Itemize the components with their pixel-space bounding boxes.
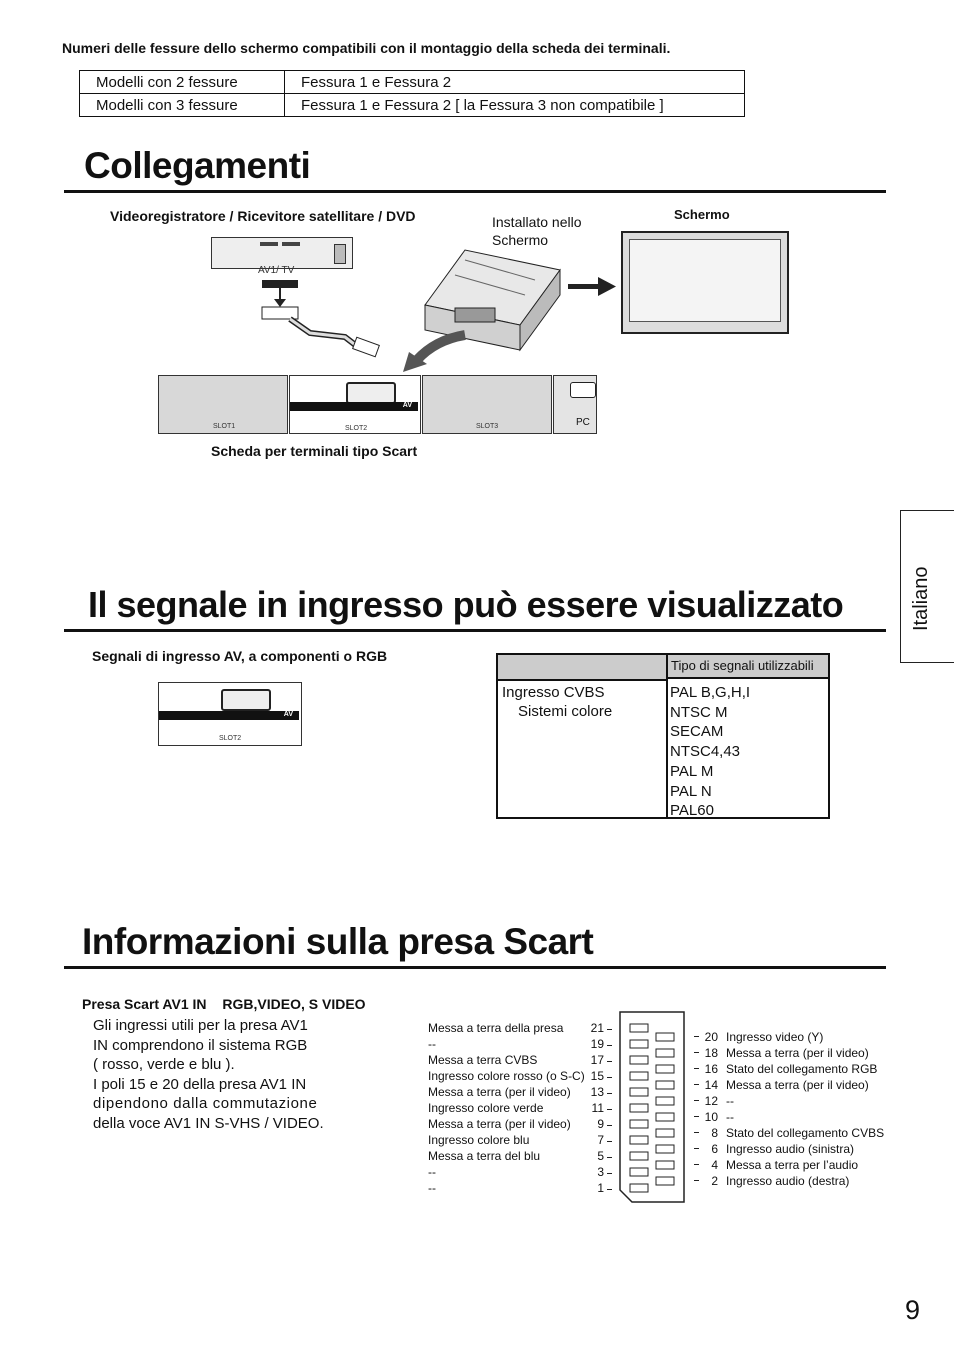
pin-tick [694,1036,699,1037]
pin-number: 2 [711,1174,718,1188]
pin-number: 8 [711,1126,718,1140]
pin-number: 14 [704,1078,718,1092]
pin-row [428,1101,618,1117]
pin-label: Stato del collegamento RGB [726,1062,878,1076]
section-title-segnale: Il segnale in ingresso può essere visualizzato [88,584,844,625]
pin-tick [694,1052,699,1053]
pin-right [656,1081,674,1089]
pin-right [656,1161,674,1169]
pin-label: -- [428,1037,436,1051]
signal-table [496,653,830,819]
curved-arrow-icon [395,330,475,380]
list-item: PAL N [670,782,712,800]
av-bar: AV [159,711,299,720]
table-row [80,71,745,94]
paragraph-line: IN comprendono il sistema RGB [93,1036,308,1054]
pin-label: Stato del collegamento CVBS [726,1126,885,1140]
pin-row [692,1078,892,1094]
slot-2-label: SLOT2 [345,425,368,432]
pin-label: -- [428,1165,436,1179]
pin-number: 10 [704,1110,718,1124]
pin-right [656,1065,674,1073]
pin-left [630,1040,648,1048]
pin-label: Ingresso audio (sinistra) [726,1142,855,1156]
installed-label-line: Schermo [492,232,549,248]
pin-tick [694,1180,699,1181]
pc-slot [553,375,597,434]
pin-number: 9 [597,1117,604,1131]
pin-left [630,1120,648,1128]
screen-illustration [621,231,789,334]
pc-label: PC [576,417,590,428]
pin-number: 1 [597,1181,604,1195]
row-label: Ingresso CVBS [502,684,605,701]
pin-left [630,1136,648,1144]
pin-right [656,1049,674,1057]
pin-left [630,1056,648,1064]
pin-right [656,1145,674,1153]
pin-number: 6 [711,1142,718,1156]
pin-label: -- [726,1110,734,1124]
pin-row [692,1030,892,1046]
page-number: 9 [905,1295,921,1325]
paragraph-line: Gli ingressi utili per la presa AV1 [93,1017,308,1034]
scart-heading-a: Presa Scart AV1 IN [82,996,207,1012]
pin-number: 21 [590,1021,604,1035]
pin-tick [694,1068,699,1069]
pin-tick [694,1100,699,1101]
pin-number: 19 [590,1037,604,1051]
slot-table [79,70,745,117]
scart-cable-illustration [250,275,390,370]
language-tab-label: Italiano [910,566,932,631]
slot-2-card [158,682,302,746]
section2-subtitle: Segnali di ingresso AV, a componenti o RGB [92,648,388,664]
pin-tick [694,1132,699,1133]
pin-left [630,1072,648,1080]
paragraph-line: I poli 15 e 20 della presa AV1 IN [93,1075,307,1093]
pin-number: 18 [704,1046,718,1060]
pin-number: 20 [704,1030,718,1044]
pin-row [428,1117,618,1133]
section-divider [64,629,886,632]
installed-label-line: Installato nello [492,214,582,230]
table-row [80,94,745,117]
pin-row [428,1165,618,1181]
list-item: PAL B,G,H,I [670,684,751,701]
pin-row [692,1046,892,1062]
pin-number: 7 [597,1133,604,1147]
pin-row [428,1053,618,1069]
pin-row [692,1062,892,1078]
pin-label: Messa a terra (per il video) [726,1046,869,1060]
pin-row [428,1085,618,1101]
pin-right [656,1097,674,1105]
pin-tick [694,1116,699,1117]
pin-right [656,1113,674,1121]
pin-label: Messa a terra della presa [428,1021,564,1035]
slot-2-label: SLOT2 [219,735,242,742]
list-item: NTSC4,43 [670,743,741,761]
pin-number: 3 [597,1165,604,1179]
section-divider [64,966,886,969]
slot-1-label: SLOT1 [213,423,236,430]
screen-panel [629,239,781,322]
pin-label: Messa a terra (per il video) [428,1117,571,1131]
pin-row [692,1110,892,1126]
pin-row [428,1021,618,1037]
slot-3-label: SLOT3 [476,423,499,430]
paragraph-line: della voce AV1 IN S-VHS / VIDEO. [93,1114,324,1132]
screen-label: Schermo [674,207,730,222]
pin-row [428,1133,618,1149]
pin-right [656,1033,674,1041]
pin-label: Ingresso colore verde [428,1101,544,1115]
language-tab [900,510,954,663]
pin-row [692,1094,892,1110]
row-label: Sistemi colore [518,703,613,720]
pin-row [692,1174,892,1190]
section-title-collegamenti: Collegamenti [84,145,311,186]
pin-label: Messa a terra CVBS [428,1053,538,1067]
scart-paragraph [93,1016,324,1133]
pin-label: Ingresso audio (destra) [726,1174,850,1188]
connector-icon [334,244,346,264]
scart-heading-b: RGB,VIDEO, S VIDEO [222,996,366,1012]
pin-number: 5 [597,1149,604,1163]
board-caption: Scheda per terminali tipo Scart [211,443,418,459]
table-divider [666,679,668,817]
list-item: PAL60 [670,802,714,820]
port-icon [282,242,300,246]
pin-number: 15 [590,1069,604,1083]
pin-row [428,1181,618,1197]
pin-left [630,1104,648,1112]
av-port-label: AV1/ TV [258,265,295,276]
pin-label: Ingresso colore blu [428,1133,530,1147]
pin-tick [694,1164,699,1165]
signal-list [670,683,750,821]
scart-socket-icon [346,382,396,404]
pin-number: 4 [711,1158,718,1172]
pin-right [656,1129,674,1137]
table-cell: Fessura 1 e Fessura 2 [285,71,745,94]
pin-label: Messa a terra (per il video) [428,1085,571,1099]
vcr-label: Videoregistratore / Ricevitore satellitare / DVD [110,208,416,224]
pin-left [630,1168,648,1176]
list-item: SECAM [670,723,724,741]
pin-row [692,1126,892,1142]
av-bar: AV [290,402,418,411]
pin-left [630,1088,648,1096]
pin-label: -- [726,1094,734,1108]
scart-socket-icon [221,689,271,711]
pin-label: -- [428,1181,436,1195]
pin-label: Messa a terra per l’audio [726,1158,859,1172]
pin-number: 16 [704,1062,718,1076]
pin-tick [694,1148,699,1149]
pin-row [428,1037,618,1053]
pin-label: Messa a terra del blu [428,1149,541,1163]
pin-right [656,1177,674,1185]
pin-label: Messa a terra (per il video) [726,1078,869,1092]
paragraph-line: ( rosso, verde e blu ). [93,1056,235,1073]
pin-left [630,1024,648,1032]
pin-number: 17 [590,1053,604,1067]
pin-row [428,1149,618,1165]
pin-row [692,1142,892,1158]
pin-label: Ingresso video (Y) [726,1030,824,1044]
pin-tick [694,1084,699,1085]
pin-label: Ingresso colore rosso (o S-C) [428,1069,585,1083]
section-divider [64,190,886,193]
pin-number: 11 [591,1101,604,1115]
table-header: Tipo di segnali utilizzabili [666,655,828,679]
section-title-scart: Informazioni sulla presa Scart [82,921,594,962]
paragraph-line: dipendono dalla commutazione [93,1095,318,1112]
table-cell: Modelli con 2 fessure [80,71,285,94]
vga-port-icon [570,382,596,398]
pin-row [692,1158,892,1174]
table-header-blank [498,655,666,681]
pin-left [630,1184,648,1192]
table-cell: Fessura 1 e Fessura 2 [ la Fessura 3 non compatibile ] [285,94,745,117]
pin-number: 12 [704,1094,718,1108]
pin-row [428,1069,618,1085]
list-item: NTSC M [670,703,728,721]
scart-connector-diagram [612,1006,692,1208]
port-icon [260,242,278,246]
pin-left [630,1152,648,1160]
right-arrow-icon [568,275,618,299]
list-item: PAL M [670,762,714,780]
scart-heading [82,996,366,1012]
pin-number: 13 [590,1085,604,1099]
slot-note: Numeri delle fessure dello schermo compatibili con il montaggio della scheda dei terminali. [62,40,671,56]
table-cell: Modelli con 3 fessure [80,94,285,117]
